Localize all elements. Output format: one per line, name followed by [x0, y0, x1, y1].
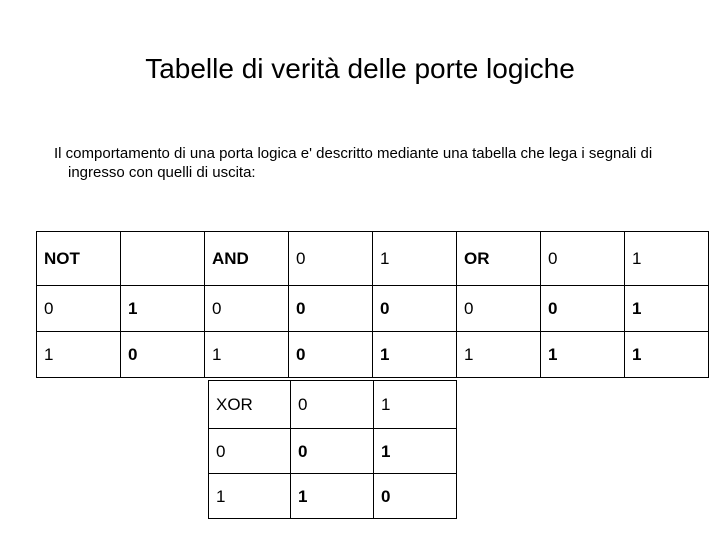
intro-text: Il comportamento di una porta logica e' descritto mediante una tabella che lega i segnali di ingresso con quelli di uscita:	[54, 145, 653, 181]
table-cell: 0	[541, 232, 625, 286]
table-cell: 1	[373, 332, 457, 378]
table-row	[37, 286, 709, 332]
table-cell: 0	[374, 474, 457, 519]
xor-header: XOR	[209, 381, 291, 429]
table-cell: 0	[291, 429, 374, 474]
table-cell: 1	[625, 286, 709, 332]
table-cell: 1	[625, 332, 709, 378]
table-row	[209, 474, 457, 519]
table-row	[209, 429, 457, 474]
table-cell: 0	[289, 232, 373, 286]
table-cell: 0	[289, 286, 373, 332]
table-cell: 1	[625, 232, 709, 286]
table-cell: 0	[457, 286, 541, 332]
table-cell: 0	[373, 286, 457, 332]
table-cell: 1	[541, 332, 625, 378]
table-cell: 0	[121, 332, 205, 378]
table-cell: 1	[457, 332, 541, 378]
table-cell: 0	[37, 286, 121, 332]
table-cell: 1	[205, 332, 289, 378]
table-cell: 0	[289, 332, 373, 378]
truth-table-xor	[208, 380, 457, 519]
or-header: OR	[457, 232, 541, 286]
table-cell: 0	[541, 286, 625, 332]
table-cell: 0	[291, 381, 374, 429]
table-cell: 0	[209, 429, 291, 474]
table-cell: 1	[373, 232, 457, 286]
and-header: AND	[205, 232, 289, 286]
table-cell: 1	[374, 429, 457, 474]
table-cell: 1	[121, 286, 205, 332]
table-cell: 1	[374, 381, 457, 429]
table-cell	[121, 232, 205, 286]
table-cell: 1	[209, 474, 291, 519]
table-row	[37, 332, 709, 378]
table-cell: 1	[37, 332, 121, 378]
page-title: Tabelle di verità delle porte logiche	[145, 53, 575, 84]
table-cell: 0	[205, 286, 289, 332]
not-header: NOT	[37, 232, 121, 286]
table-cell: 1	[291, 474, 374, 519]
table-row	[209, 381, 457, 429]
table-row	[37, 232, 709, 286]
truth-table-not-and-or	[36, 231, 709, 378]
